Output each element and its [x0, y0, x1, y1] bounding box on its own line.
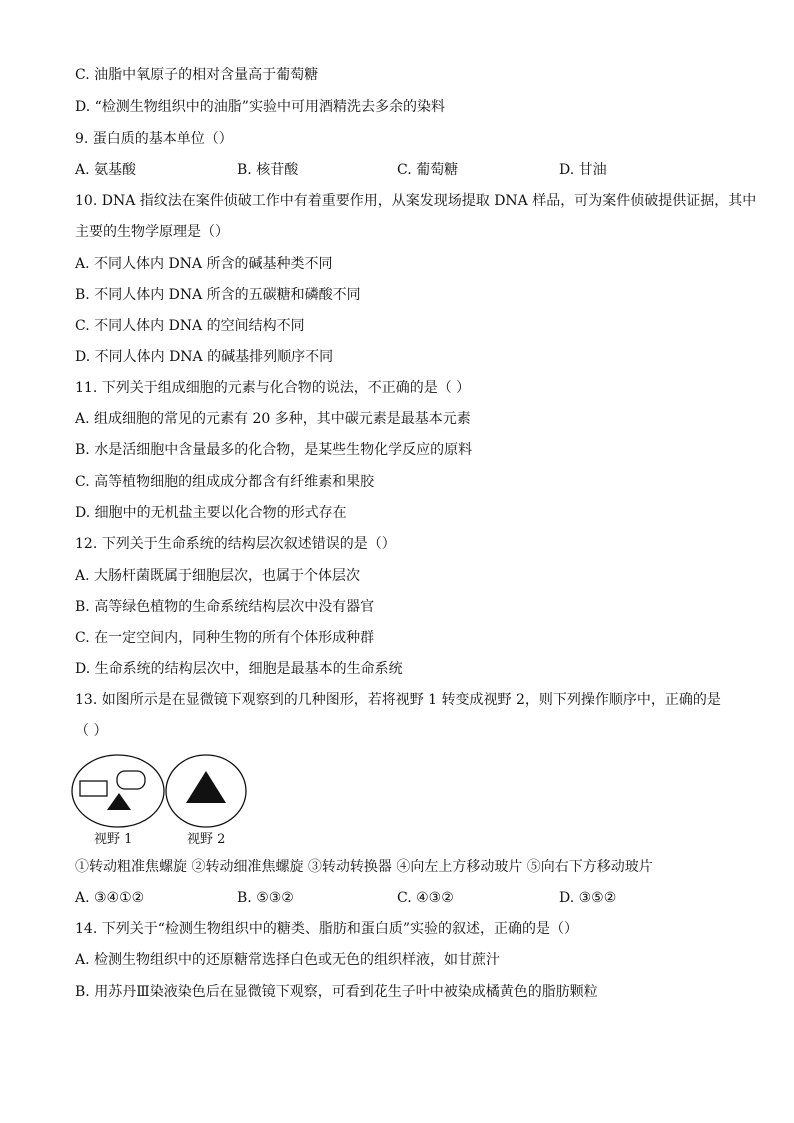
fields-drawing — [70, 754, 260, 828]
q10-option-a: A. 不同人体内 DNA 所含的碱基种类不同 — [75, 256, 333, 272]
q9-stem: 9. 蛋白质的基本单位（） — [75, 131, 233, 147]
microscope-fields-figure — [70, 754, 260, 850]
q12-option-b: B. 高等绿色植物的生命系统结构层次中没有器官 — [75, 599, 375, 615]
q13-option-a: A. ③④①② — [75, 890, 145, 906]
q10-stem-line1: 10. DNA 指纹法在案件侦破工作中有着重要作用，从案发现场提取 DNA 样品，可为案件侦破提供证据，其中 — [75, 193, 757, 209]
q10-option-c: C. 不同人体内 DNA 的空间结构不同 — [75, 318, 305, 334]
q8-option-d: D. “检测生物组织中的油脂”实验中可用酒精洗去多余的染料 — [75, 99, 445, 115]
q12-stem: 12. 下列关于生命系统的结构层次叙述错误的是（） — [75, 536, 396, 552]
q13-option-d: D. ③⑤② — [559, 890, 617, 906]
q11-option-b: B. 水是活细胞中含量最多的化合物，是某些生物化学反应的原料 — [75, 442, 473, 458]
q13-stem-line1: 13. 如图所示是在显微镜下观察到的几种图形，若将视野 1 转变成视野 2，则下列操作顺序中，正确的是 — [75, 692, 721, 708]
q9-options — [75, 161, 735, 179]
field-1-circle — [72, 755, 164, 827]
q13-option-b: B. ⑤③② — [237, 890, 294, 906]
q14-option-b: B. 用苏丹Ⅲ染液染色后在显微镜下观察，可看到花生子叶中被染成橘黄色的脂肪颗粒 — [75, 984, 598, 1000]
q12-option-c: C. 在一定空间内，同种生物的所有个体形成种群 — [75, 630, 375, 646]
q10-option-b: B. 不同人体内 DNA 所含的五碳糖和磷酸不同 — [75, 287, 361, 303]
q9-option-a: A. 氨基酸 — [75, 162, 137, 178]
q10-option-d: D. 不同人体内 DNA 的碱基排列顺序不同 — [75, 349, 334, 365]
q13-options — [75, 889, 735, 907]
field-1-triangle — [107, 793, 131, 810]
field-1-caption: 视野 1 — [94, 832, 133, 847]
q12-option-d: D. 生命系统的结构层次中，细胞是最基本的生命系统 — [75, 661, 403, 677]
q14-stem: 14. 下列关于“检测生物组织中的糖类、脂肪和蛋白质”实验的叙述，正确的是（） — [75, 921, 579, 937]
q8-option-c: C. 油脂中氧原子的相对含量高于葡萄糖 — [75, 67, 319, 83]
q11-option-c: C. 高等植物细胞的组成成分都含有纤维素和果胶 — [75, 474, 375, 490]
field-1-rounded-shape — [117, 771, 145, 789]
q11-option-d: D. 细胞中的无机盐主要以化合物的形式存在 — [75, 505, 347, 521]
q9-option-c: C. 葡萄糖 — [397, 162, 459, 178]
field-1-rectangle — [80, 781, 107, 796]
field-2-caption: 视野 2 — [187, 832, 226, 847]
q10-stem-line2: 主要的生物学原理是（） — [75, 224, 229, 240]
q12-option-a: A. 大肠杆菌既属于细胞层次，也属于个体层次 — [75, 568, 361, 584]
q13-operations: ①转动粗准焦螺旋 ②转动细准焦螺旋 ③转动转换器 ④向左上方移动玻片 ⑤向右下方移动玻片 — [75, 859, 653, 875]
q14-option-a: A. 检测生物组织中的还原糖常选择白色或无色的组织样液，如甘蔗汁 — [75, 952, 501, 968]
q11-option-a: A. 组成细胞的常见的元素有 20 多种，其中碳元素是最基本元素 — [75, 411, 471, 427]
field-2-triangle — [186, 771, 226, 803]
q9-option-b: B. 核苷酸 — [237, 162, 299, 178]
q13-stem-line2: （ ） — [75, 723, 108, 739]
q13-option-c: C. ④③② — [397, 890, 454, 906]
q11-stem: 11. 下列关于组成细胞的元素与化合物的说法，不正确的是（ ） — [75, 380, 471, 396]
q9-option-d: D. 甘油 — [559, 162, 607, 178]
